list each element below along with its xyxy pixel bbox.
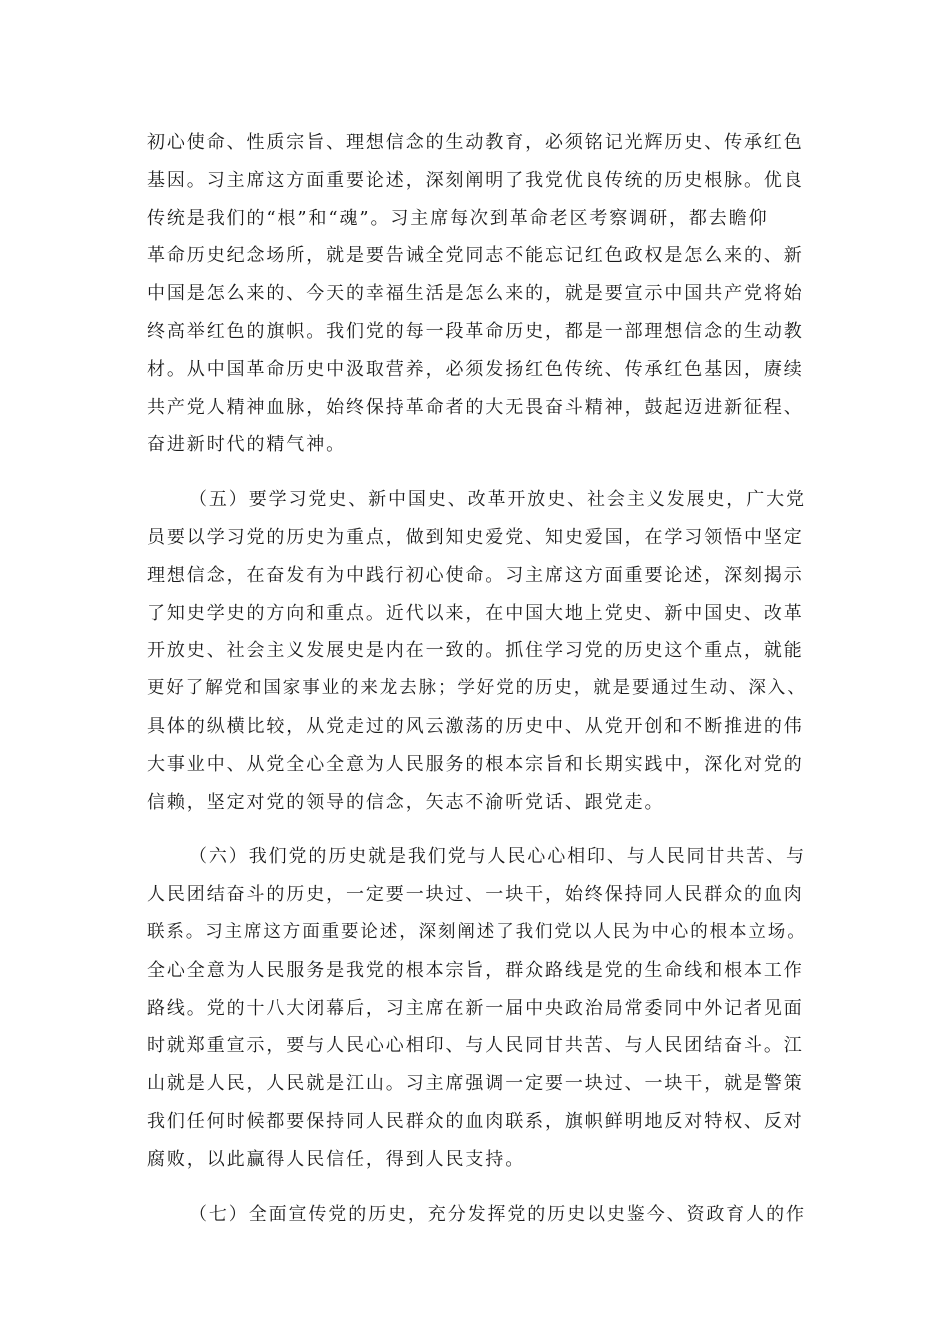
text-line: 共产党人精神血脉，始终保持革命者的大无畏奋斗精神，鼓起迈进新征程、 [147, 396, 804, 418]
text-line: 时就郑重宣示，要与人民心心相印、与人民同甘共苦、与人民团结奋斗。江 [147, 1035, 804, 1057]
paragraph-gap [147, 1179, 807, 1196]
text-line: 更好了解党和国家事业的来龙去脉；学好党的历史，就是要通过生动、深入、 [147, 678, 807, 699]
paragraph-continued [147, 124, 807, 464]
paragraph-section-6 [147, 838, 807, 1178]
text-line: 腐败，以此赢得人民信任，得到人民支持。 [147, 1148, 526, 1170]
document-body [147, 124, 807, 1233]
text-line: 人民团结奋斗的历史，一定要一块过、一块干，始终保持同人民群众的血肉 [147, 884, 804, 906]
text-line: 信赖，坚定对党的领导的信念，矢志不渝听党话、跟党走。 [147, 791, 665, 813]
text-line: 奋进新时代的精气神。 [147, 434, 346, 456]
text-line: 了知史学史的方向和重点。近代以来，在中国大地上党史、新中国史、改革 [147, 602, 804, 624]
text-line: （七）全面宣传党的历史，充分发挥党的历史以史鉴今、资政育人的作 [189, 1203, 806, 1225]
text-line: 全心全意为人民服务是我党的根本宗旨，群众路线是党的生命线和根本工作 [147, 959, 804, 981]
text-line: 具体的纵横比较，从党走过的风云激荡的历史中、从党开创和不断推进的伟 [147, 715, 804, 737]
text-line: 理想信念，在奋发有为中践行初心使命。习主席这方面重要论述，深刻揭示 [147, 564, 804, 586]
text-line: 路线。党的十八大闭幕后，习主席在新一届中央政治局常委同中外记者见面 [147, 997, 804, 1019]
text-line: 终高举红色的旗帜。我们党的每一段革命历史，都是一部理想信念的生动教 [147, 320, 804, 342]
text-line: 联系。习主席这方面重要论述，深刻阐述了我们党以人民为中心的根本立场。 [147, 921, 807, 942]
text-line: 员要以学习党的历史为重点，做到知史爱党、知史爱国，在学习领悟中坚定 [147, 526, 804, 548]
paragraph-gap [147, 821, 807, 838]
paragraph-gap [147, 464, 807, 481]
text-line: 中国是怎么来的、今天的幸福生活是怎么来的，就是要宣示中国共产党将始 [147, 283, 804, 305]
text-line: 基因。习主席这方面重要论述，深刻阐明了我党优良传统的历史根脉。优良 [147, 169, 804, 191]
text-line: 革命历史纪念场所，就是要告诫全党同志不能忘记红色政权是怎么来的、新 [147, 245, 804, 267]
text-line: 初心使命、性质宗旨、理想信念的生动教育，必须铭记光辉历史、传承红色 [147, 132, 804, 153]
text-line: 大事业中、从党全心全意为人民服务的根本宗旨和长期实践中，深化对党的 [147, 753, 804, 775]
text-line: （五）要学习党史、新中国史、改革开放史、社会主义发展史，广大党 [189, 489, 806, 511]
text-line: 材。从中国革命历史中汲取营养，必须发扬红色传统、传承红色基因，赓续 [147, 358, 804, 380]
text-line: 传统是我们的“根”和“魂”。习主席每次到革命老区考察调研，都去瞻仰 [147, 207, 769, 229]
text-line: （六）我们党的历史就是我们党与人民心心相印、与人民同甘共苦、与 [189, 846, 806, 868]
text-line: 我们任何时候都要保持同人民群众的血肉联系，旗帜鲜明地反对特权、反对 [147, 1110, 804, 1132]
text-line: 山就是人民，人民就是江山。习主席强调一定要一块过、一块干，就是警策 [147, 1073, 804, 1095]
paragraph-section-7 [147, 1196, 807, 1234]
text-line: 开放史、社会主义发展史是内在一致的。抓住学习党的历史这个重点，就能 [147, 640, 804, 662]
paragraph-section-5 [147, 481, 807, 821]
